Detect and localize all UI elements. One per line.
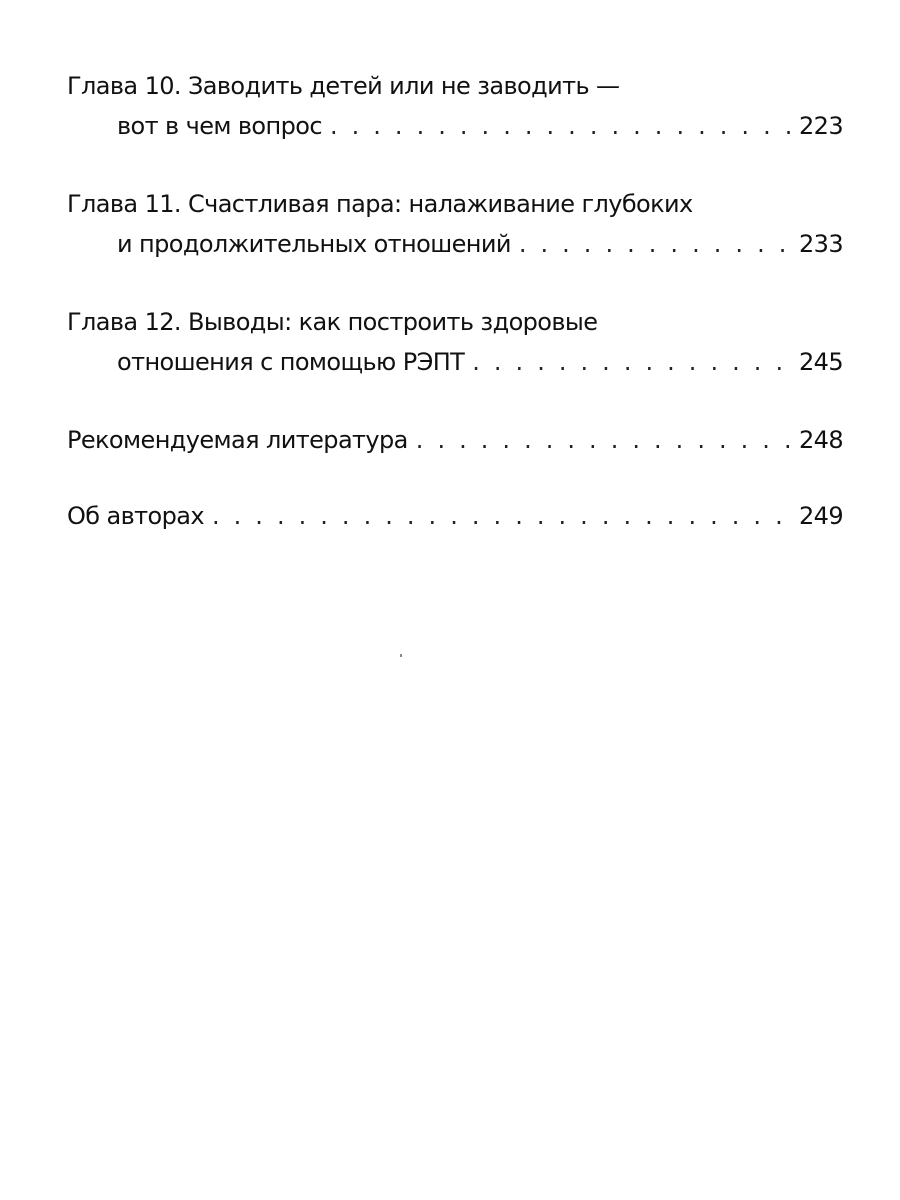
toc-entry-title-line-2: и продолжительных отношений: [117, 230, 511, 258]
toc-entry-title: Рекомендуемая литература: [67, 426, 408, 454]
dot-leader: [330, 106, 795, 146]
table-of-contents: [67, 66, 843, 572]
toc-entry-leader-line: [67, 342, 843, 382]
toc-entry-chapter-12: [67, 302, 843, 382]
toc-entry-leader-line: [67, 496, 843, 536]
toc-entry-title-line-1: Глава 12. Выводы: как построить здоровые: [67, 308, 598, 336]
toc-entry-title-line-2: отношения с помощью РЭПТ: [117, 348, 465, 376]
dot-leader: [212, 496, 795, 536]
dot-leader: [416, 420, 795, 460]
toc-page-number: 249: [798, 502, 843, 530]
toc-entry-title-line-1: Глава 10. Заводить детей или не заводить —: [67, 72, 620, 100]
toc-entry-title-line-1: Глава 11. Счастливая пара: налаживание глубоких: [67, 190, 693, 218]
print-speck: [400, 654, 402, 657]
toc-entry-chapter-10: [67, 66, 843, 146]
toc-entry-leader-line: [67, 420, 843, 460]
toc-entry-title-line-2: вот в чем вопрос: [117, 112, 322, 140]
toc-entry-title: Об авторах: [67, 502, 204, 530]
toc-entry-leader-line: [67, 224, 843, 264]
toc-page-number: 233: [798, 230, 843, 258]
toc-entry-chapter-11: [67, 184, 843, 264]
toc-page-number: 248: [798, 426, 843, 454]
toc-entry-leader-line: [67, 106, 843, 146]
toc-entry-about-authors: [67, 496, 843, 536]
dot-leader: [519, 224, 795, 264]
toc-page-number: 223: [798, 112, 843, 140]
toc-entry-recommended-reading: [67, 420, 843, 460]
toc-page-number: 245: [798, 348, 843, 376]
dot-leader: [472, 342, 795, 382]
